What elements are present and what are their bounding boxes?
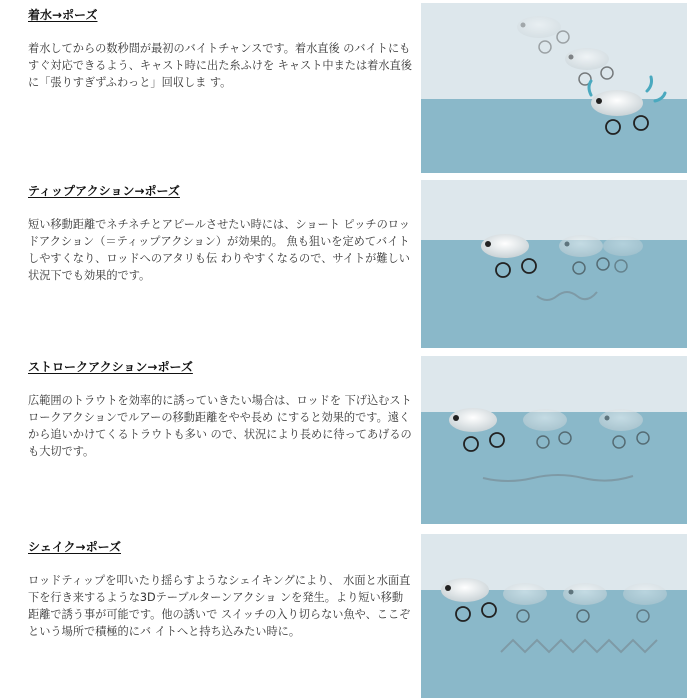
section-title: 着水→ポーズ [28,8,98,22]
section-tip-action-pause [0,182,700,352]
section-stroke-action-pause [0,358,700,528]
stroke-action-pause-illustration [421,356,687,524]
section-text: 短い移動距離でネチネチとアピールさせたい時には、ショート ピッチのロッドアクション（＝ティップアクション）が効果的。 魚も狙いを定めてバイトしやすくなり、ロッドへのアタリも伝 わりやすくなるので、サイトが難しい状況下でも効果的です。 [28,218,410,282]
section-title: シェイク→ポーズ [28,540,121,554]
section-text: ロッドティップを叩いたり揺らすようなシェイキングにより、 水面と水面直下を行き来するような3Dテーブルターンアクショ ンを発生。より短い移動距離で誘う事が可能です。他の誘いで スイッチの入り切らない魚や、ここぞという場所で積極的にバ イトへと持ち込みたい時に。 [28,574,411,638]
shake-pause-illustration [421,534,687,698]
section-text: 着水してからの数秒間が最初のバイトチャンスです。着水直後 のバイトにもすぐ対応できるよう、キャスト時に出た糸ふけを キャスト中または着水直後に「張りすぎずふわっと」回収しま す。 [28,42,412,89]
section-title: ストロークアクション→ポーズ [28,360,193,374]
section-text: 広範囲のトラウトを効率的に誘っていきたい場合は、ロッドを 下げ込むストロークアクションでルアーの移動距離をやや長め にすると効果的です。遠くから追いかけてくるトラウトも多い ので、状況により長めに待ってあげるのも大切です。 [28,394,412,458]
section-landing-pause [0,6,700,178]
landing-pause-illustration [421,3,687,173]
section-shake-pause [0,538,700,700]
section-title: ティップアクション→ポーズ [28,184,180,198]
tip-action-pause-illustration [421,180,687,348]
